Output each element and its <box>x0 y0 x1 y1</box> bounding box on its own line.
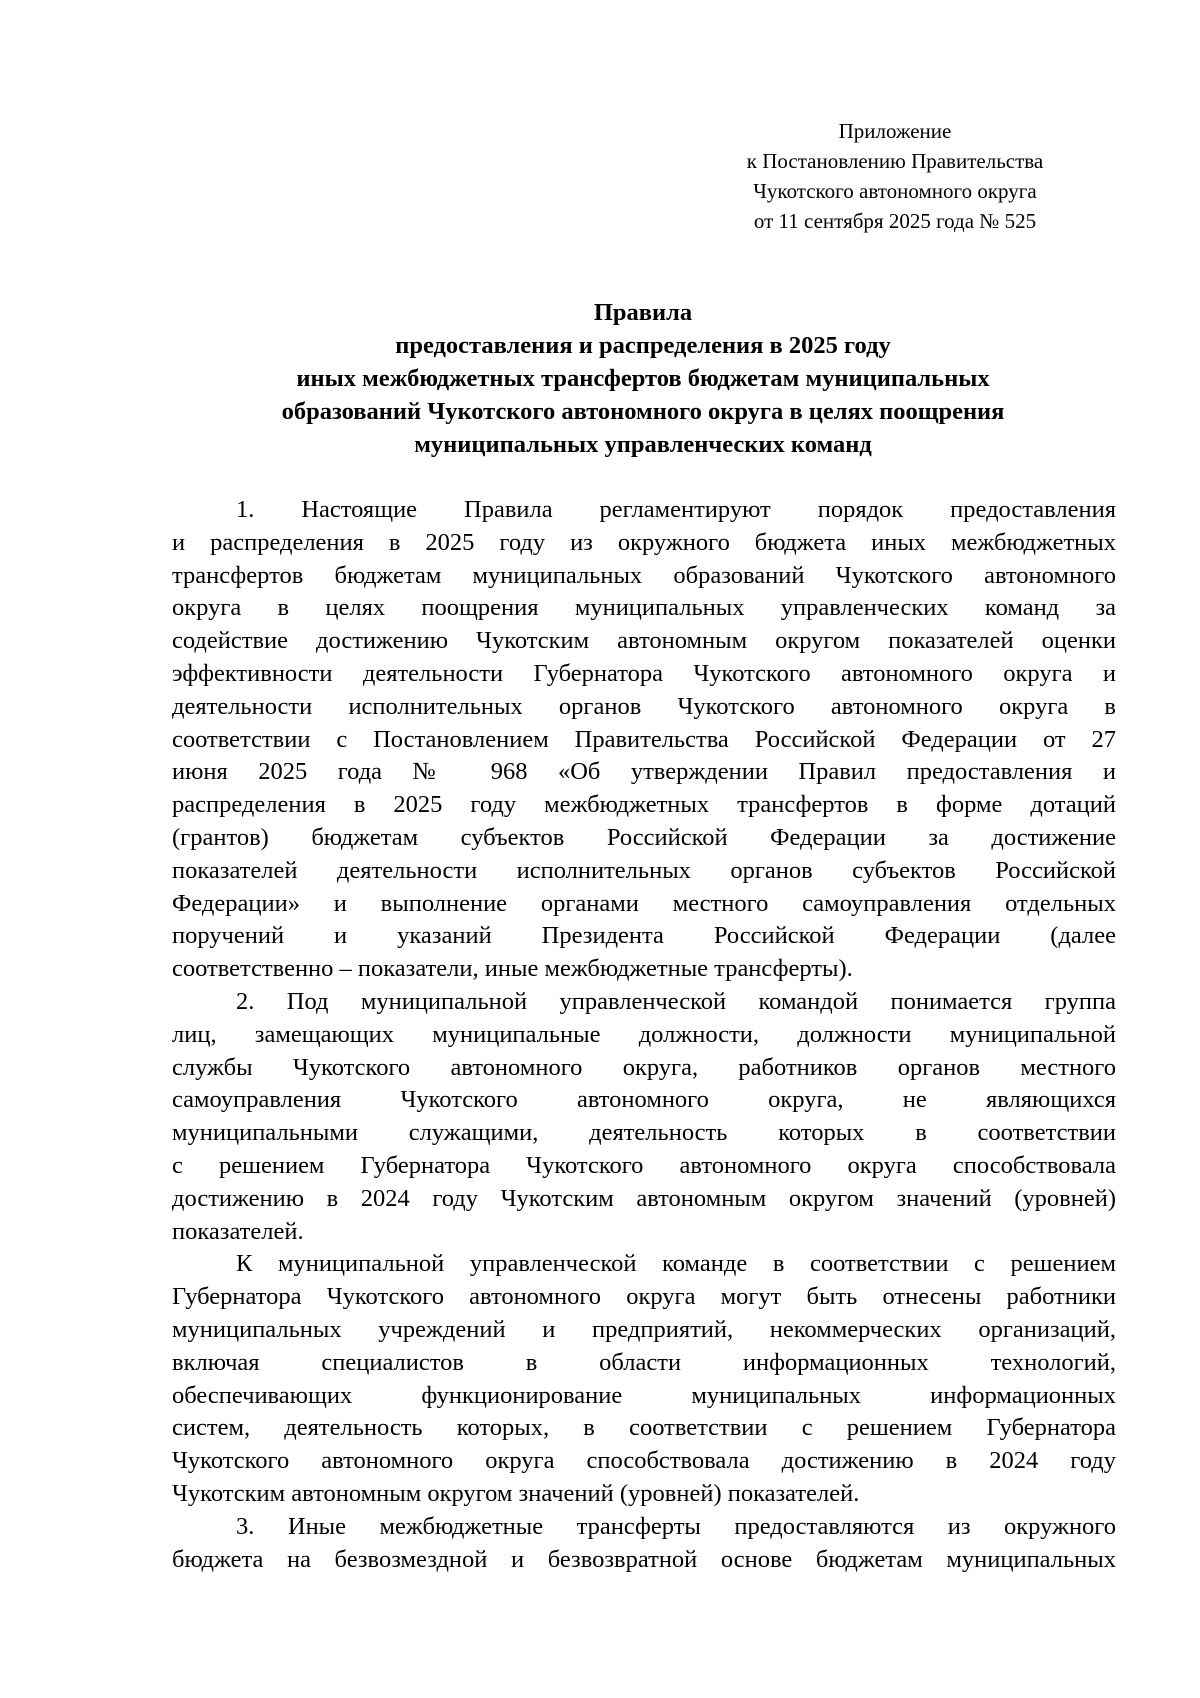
paragraph-line: поручений и указаний Президента Российской Федерации (далее <box>172 922 1116 950</box>
paragraph-line: самоуправления Чукотского автономного округа, не являющихся <box>172 1086 1116 1114</box>
title-line: образований Чукотского автономного округа в целях поощрения <box>281 398 1005 425</box>
paragraph-line: (грантов) бюджетам субъектов Российской Федерации за достижение <box>172 823 1116 851</box>
paragraph-line: округа в целях поощрения муниципальных управленческих команд за <box>172 594 1116 622</box>
paragraph-line: соответственно – показатели, иные межбюджетные трансферты). <box>172 955 853 983</box>
title-line: Правила <box>593 299 693 326</box>
appendix-line: к Постановлению Правительства <box>746 149 1044 173</box>
paragraph-line: муниципальными служащими, деятельность которых в соответствии <box>172 1119 1116 1147</box>
paragraph-line: достижению в 2024 году Чукотским автономным округом значений (уровней) <box>172 1184 1116 1212</box>
paragraph-line: соответствии с Постановлением Правительства Российской Федерации от 27 <box>172 725 1116 753</box>
paragraph-line: 3. Иные межбюджетные трансферты предоставляются из окружного <box>236 1512 1116 1540</box>
paragraph-line: обеспечивающих функционирование муниципальных информационных <box>172 1381 1116 1409</box>
paragraph-line: эффективности деятельности Губернатора Чукотского автономного округа и <box>172 659 1116 687</box>
paragraph-line: систем, деятельность которых, в соответствии с решением Губернатора <box>172 1414 1116 1442</box>
paragraph-line: июня 2025 года № 968 «Об утверждении Правил предоставления и <box>172 758 1116 786</box>
paragraph-line: К муниципальной управленческой команде в соответствии с решением <box>236 1250 1116 1278</box>
document-body <box>172 494 1116 1576</box>
paragraph-line: Чукотским автономным округом значений (уровней) показателей. <box>172 1479 860 1507</box>
appendix-line: Чукотского автономного округа <box>753 179 1037 203</box>
paragraph-line: лиц, замещающих муниципальные должности, должности муниципальной <box>172 1020 1116 1048</box>
appendix-block <box>715 116 1075 236</box>
paragraph-line: содействие достижению Чукотским автономным округом показателей оценки <box>172 627 1116 655</box>
title-line: предоставления и распределения в 2025 году <box>395 332 891 359</box>
paragraph-line: показателей деятельности исполнительных органов субъектов Российской <box>172 856 1116 884</box>
paragraph-line: включая специалистов в области информационных технологий, <box>172 1348 1116 1376</box>
paragraph-line: распределения в 2025 году межбюджетных трансфертов в форме дотаций <box>172 791 1116 819</box>
paragraph-line: и распределения в 2025 году из окружного бюджета иных межбюджетных <box>172 528 1116 556</box>
title-line: иных межбюджетных трансфертов бюджетам муниципальных <box>296 365 990 392</box>
paragraph <box>172 986 1116 1248</box>
paragraph-line: Губернатора Чукотского автономного округа могут быть отнесены работники <box>172 1283 1116 1311</box>
paragraph-line: с решением Губернатора Чукотского автономного округа способствовала <box>172 1151 1116 1179</box>
paragraph-line: службы Чукотского автономного округа, работников органов местного <box>172 1053 1116 1081</box>
paragraph-line: показателей. <box>172 1217 304 1245</box>
title-line: муниципальных управленческих команд <box>414 431 872 458</box>
paragraph <box>172 1248 1116 1510</box>
paragraph <box>172 1511 1116 1577</box>
paragraph-line: бюджета на безвозмездной и безвозвратной основе бюджетам муниципальных <box>172 1545 1116 1573</box>
paragraph-line: 1. Настоящие Правила регламентируют порядок предоставления <box>236 496 1116 523</box>
paragraph-line: 2. Под муниципальной управленческой командой понимается группа <box>236 987 1116 1015</box>
paragraph-line: Федерации» и выполнение органами местного самоуправления отдельных <box>172 889 1116 917</box>
document-title <box>170 296 1116 461</box>
paragraph-line: Чукотского автономного округа способствовала достижению в 2024 году <box>172 1447 1116 1475</box>
appendix-line: Приложение <box>838 119 952 143</box>
paragraph-line: муниципальных учреждений и предприятий, некоммерческих организаций, <box>172 1315 1116 1343</box>
paragraph-line: трансфертов бюджетам муниципальных образований Чукотского автономного <box>172 561 1116 589</box>
paragraph-line: деятельности исполнительных органов Чукотского автономного округа в <box>172 692 1116 720</box>
paragraph <box>172 494 1116 986</box>
appendix-line: от 11 сентября 2025 года № 525 <box>753 209 1037 233</box>
